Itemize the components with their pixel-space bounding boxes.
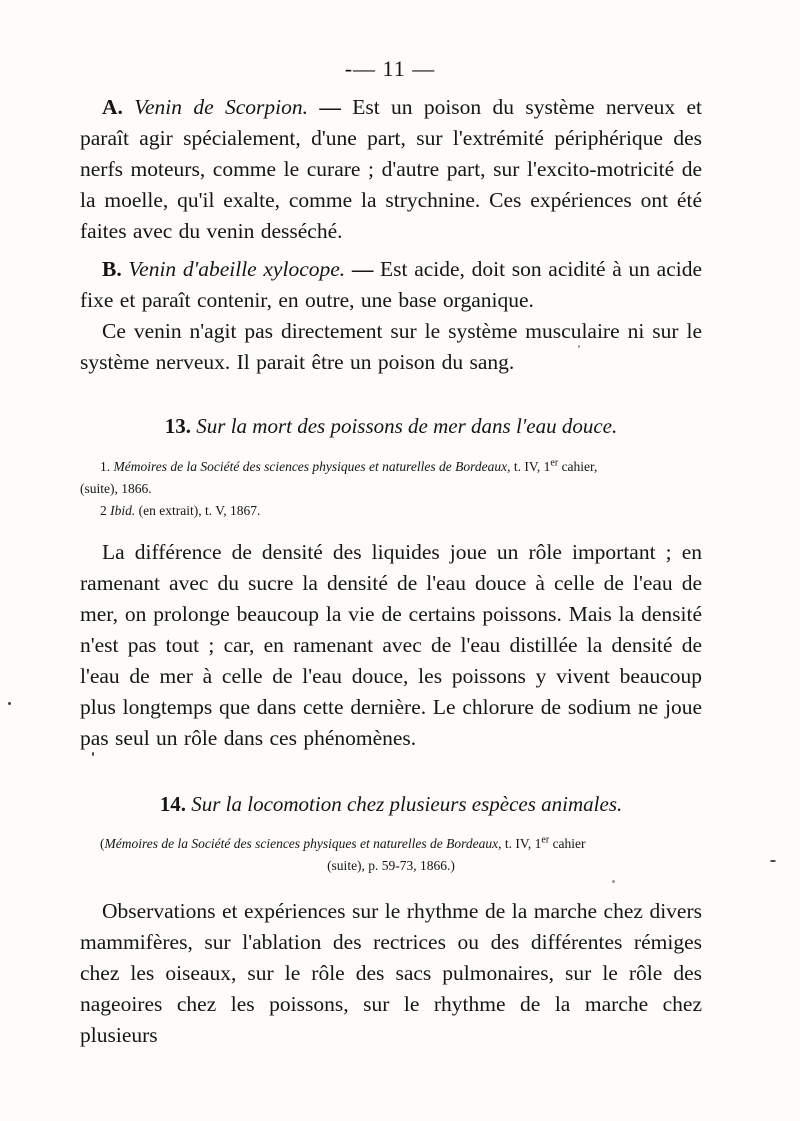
ref-1-source: Mémoires de la Société des sciences physiques et naturelles de Bordeaux, [113,459,511,474]
ref-1-number: 1. [100,459,111,474]
scan-speck [612,880,615,883]
para-b-text: Est acide, doit son acidité à un acide fixe et paraît contenir, en outre, une base organique. [80,257,703,312]
para-b-label: B. [102,257,122,281]
ref-sup: er [541,834,550,846]
section-13-ref-2 [80,500,702,522]
para-a-dash: — [319,95,341,119]
paragraph-b [80,254,702,316]
ref-open-paren: ( [100,836,105,851]
section-14-heading [80,792,702,817]
scan-speck [8,702,11,705]
scan-speck [770,860,776,862]
paragraph-c: Ce venin n'agit pas directement sur le système musculaire ni sur le système nerveux. Il parait être un poison du sang. [80,319,702,374]
section-13-heading-block [80,414,702,439]
section-14-reference [80,833,702,877]
section-14-paragraph: Observations et expériences sur le rhythme de la marche chez divers mammifères, sur l'ablation des rectrices ou des différentes rémiges chez les oiseaux, sur le rôle des sacs pulmonaires, sur le rôle des nageoires chez les poissons, sur le rhythme de la marche chez plusieurs [80,899,702,1047]
ref-source: Mémoires de la Société des sciences physiques et naturelles de Bordeaux, [104,836,502,851]
scan-speck [578,345,580,348]
para-b-dash: — [351,257,374,281]
section-14-number: 14. [159,792,186,816]
para-a-text: Est un poison du système nerveux et paraît agir spécialement, d'une part, sur l'extrémité périphérique des nerfs moteurs, comme le curare ; d'autre part, sur l'excito-motricité de la moelle, qu'il exalte, comme la strychnine. Ces expériences ont été faites avec du venin desséché. [80,95,703,243]
section-13-references [80,456,702,522]
venom-section [80,92,702,378]
section-14-ref [80,833,702,855]
para-a-label: A. [102,95,123,119]
para-a-title: Venin de Scorpion. [134,95,308,119]
section-13-body [80,537,702,754]
ref-rest: cahier [549,836,586,851]
ref-1-rest: cahier, [558,459,598,474]
section-14-heading-block [80,792,702,817]
ref-2-source: Ibid. [110,503,136,518]
section-13-ref-1-cont: (suite), 1866. [80,481,152,496]
section-14-body [80,896,702,1051]
section-13-ref-1 [80,456,702,478]
ref-2-rest: (en extrait), t. V, 1867. [138,503,261,518]
section-14-ref-cont: (suite), p. 59-73, 1866.) [327,858,455,873]
ref-tome: t. IV, 1 [504,836,542,851]
page-number: -— 11 — [344,56,436,81]
paragraph-a [80,92,702,247]
scan-speck [92,752,94,756]
section-13-title: Sur la mort des poissons de mer dans l'eau douce. [196,414,618,438]
section-13-heading [80,414,702,439]
section-13-paragraph: La différence de densité des liquides joue un rôle important ; en ramenant avec du sucre la densité de l'eau douce à celle de l'eau de mer, on prolonge beaucoup la vie de certains poissons. Mais la densité n'est pas tout ; car, en ramenant avec de l'eau distillée la densité de l'eau de mer à celle de l'eau douce, les poissons y vivent beaucoup plus longtemps que dans cette dernière. Le chlorure de sodium ne joue pas seul un rôle dans ces phénomènes. [80,540,702,750]
section-14-title: Sur la locomotion chez plusieurs espèces animales. [191,792,623,816]
para-b-title: Venin d'abeille xylocope. [128,257,346,281]
ref-1-tome: t. IV, 1 [513,459,551,474]
ref-1-sup: er [550,457,559,469]
section-13-number: 13. [164,414,192,438]
ref-2-number: 2 [100,503,107,518]
